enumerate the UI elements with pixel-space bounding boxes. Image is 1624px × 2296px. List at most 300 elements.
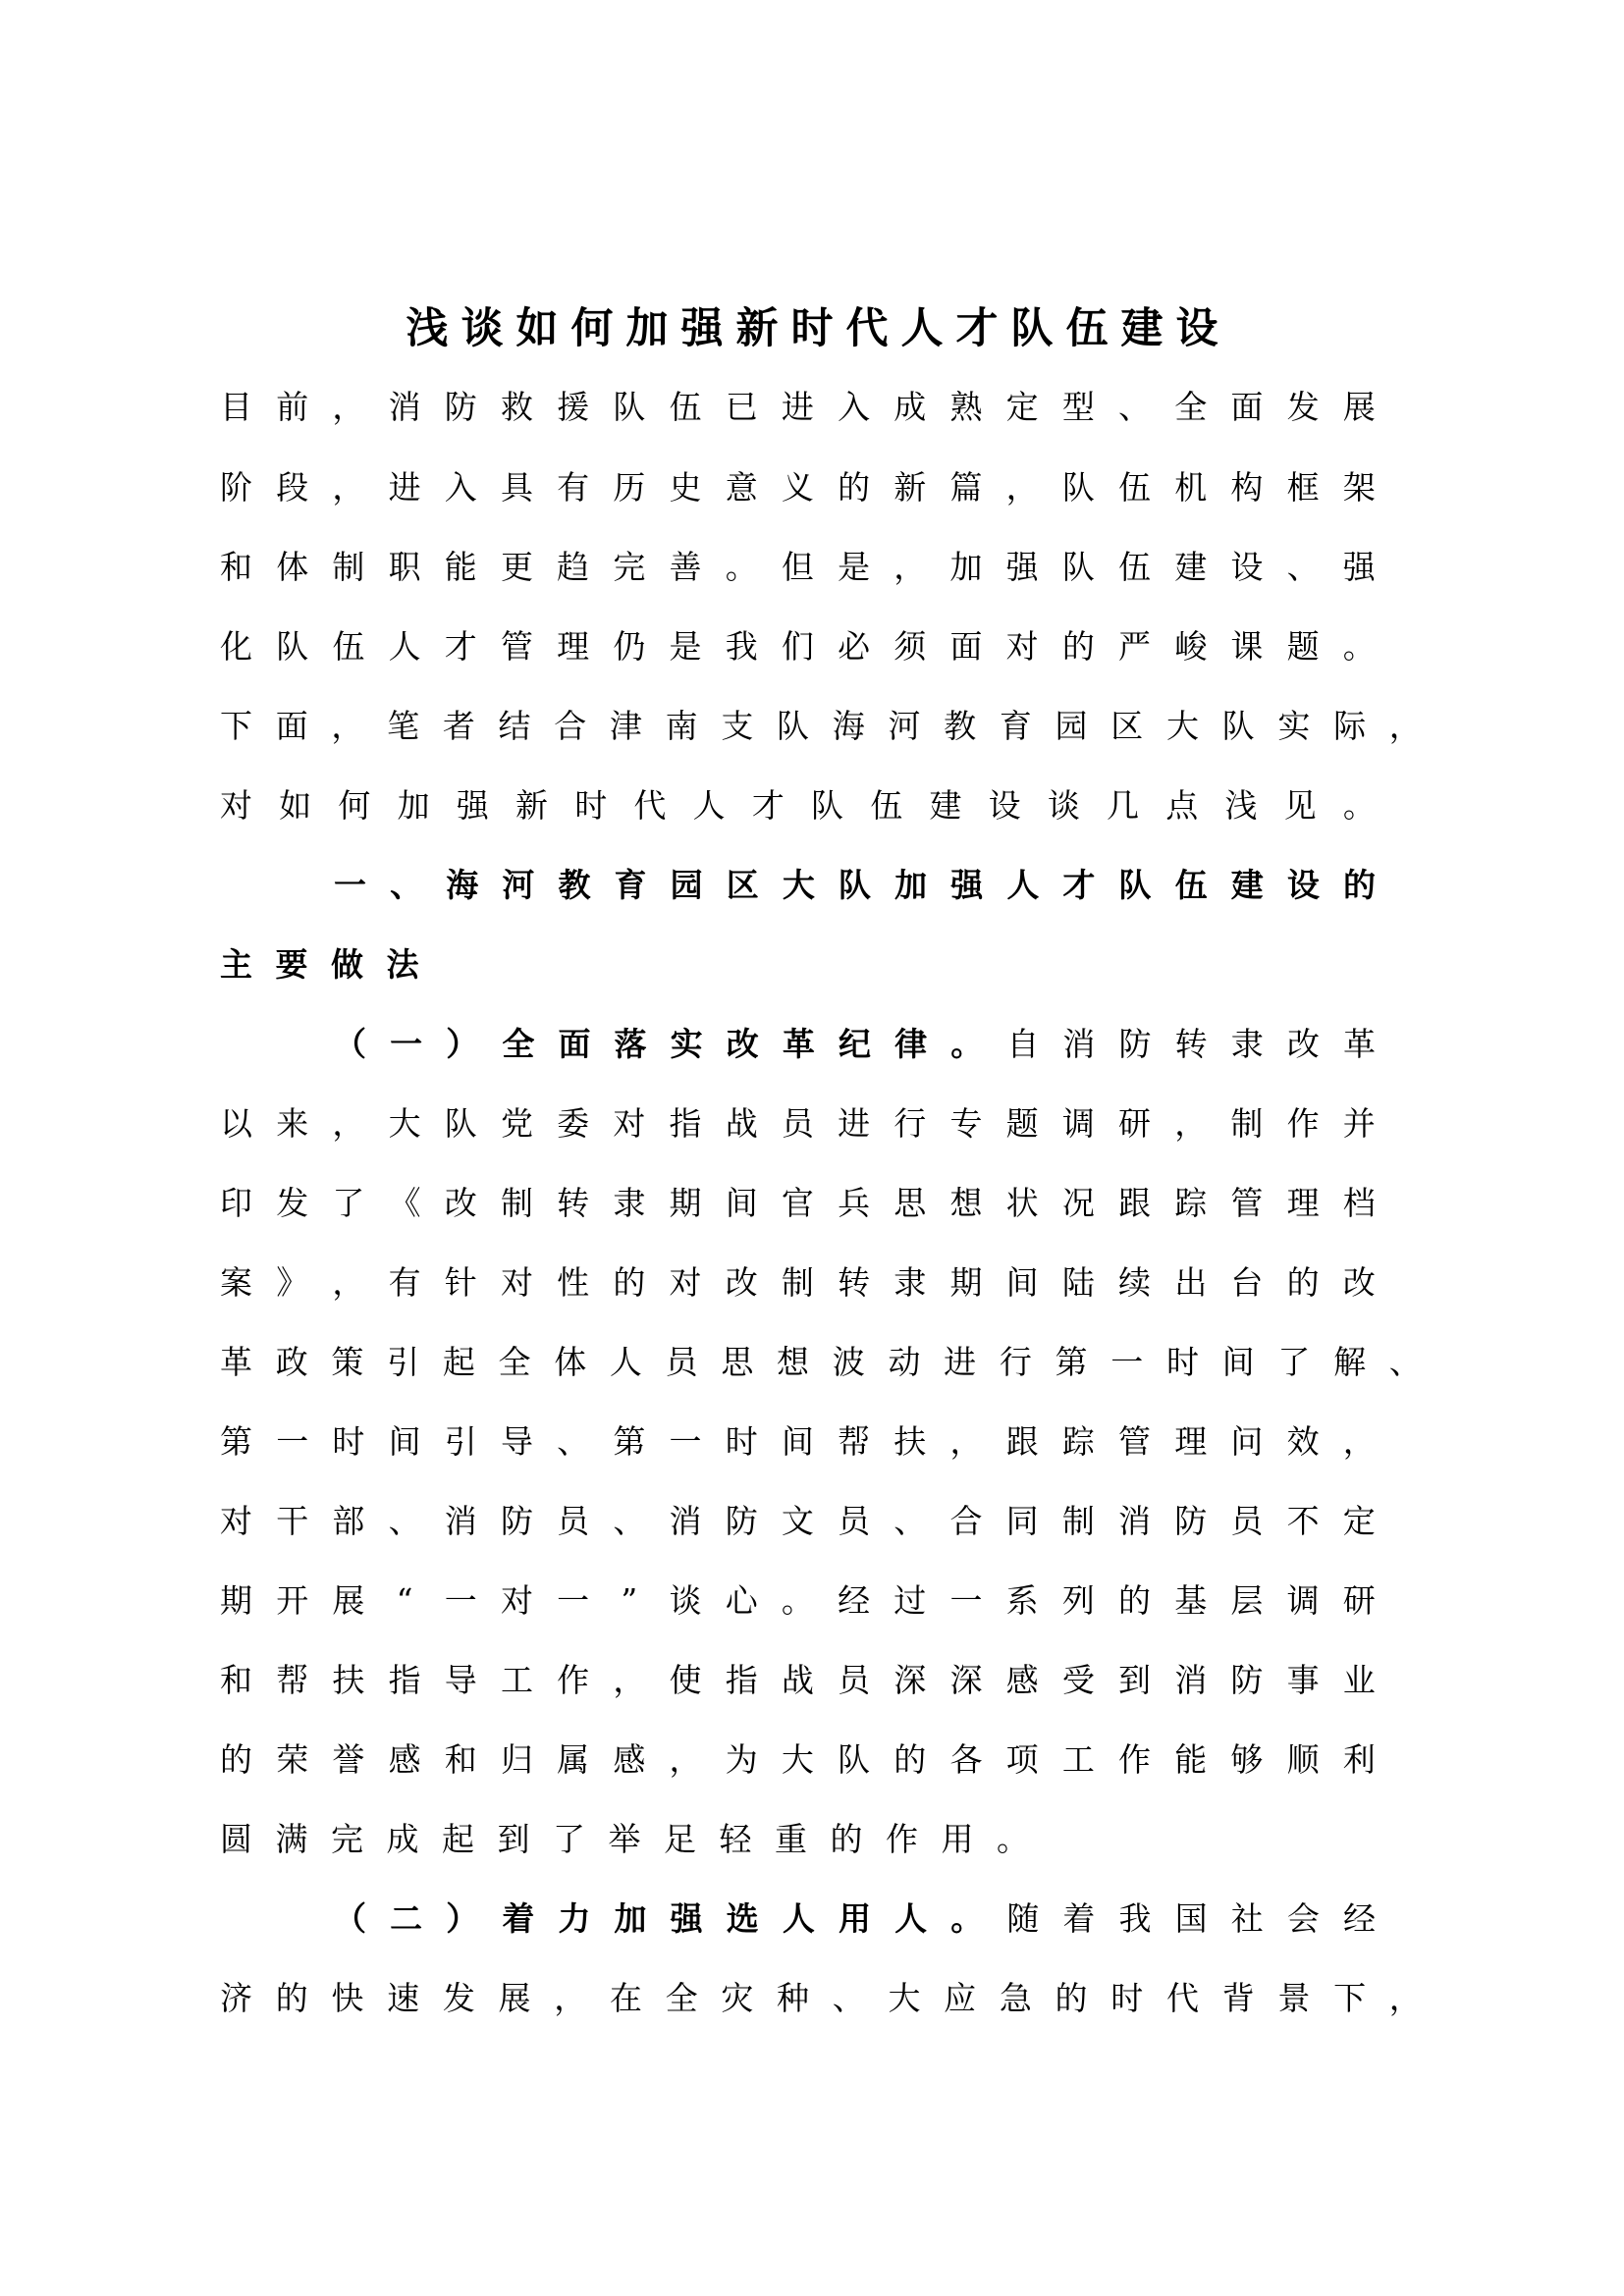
line-char: 工: [1061, 1740, 1095, 1779]
line-char: 《: [388, 1184, 421, 1222]
line-char: 、: [557, 1422, 590, 1461]
line-char: 建: [929, 786, 962, 825]
line-char: 政: [275, 1343, 308, 1381]
line-char: 景: [1277, 1979, 1311, 2017]
line-char: 定: [1005, 388, 1039, 426]
line-char: 济: [220, 1979, 252, 2017]
line-char: 理: [1174, 1422, 1208, 1461]
line-char: 机: [1174, 468, 1208, 507]
line-char: 轻: [719, 1820, 752, 1858]
line-char: 历: [613, 468, 646, 507]
line-char: 但: [781, 548, 814, 586]
line-char: 转: [557, 1184, 590, 1222]
line-char: 二: [390, 1899, 423, 1938]
line-char: 才: [444, 627, 477, 666]
line-char: 的: [893, 1740, 927, 1779]
line-char: 一: [1110, 1343, 1144, 1381]
line-char: 园: [670, 866, 703, 904]
line-char: 时: [1110, 1979, 1144, 2017]
line-char: 、: [1118, 388, 1151, 426]
line-char: 理: [1286, 1184, 1320, 1222]
line-char: 新: [893, 468, 927, 507]
line-char: 开: [276, 1581, 309, 1620]
line-char: 了: [332, 1184, 365, 1222]
line-char: 消: [444, 1502, 477, 1540]
body-line: [220, 623, 1376, 670]
line-char: 化: [220, 627, 252, 666]
line-char: 急: [999, 1979, 1032, 2017]
line-char: 时: [725, 1422, 758, 1461]
line-char: 队: [777, 707, 810, 745]
line-char: 作: [557, 1661, 590, 1699]
line-char: 下: [220, 707, 252, 745]
line-char: 列: [1061, 1581, 1095, 1620]
line-char: 题: [1005, 1104, 1039, 1143]
line-char: 改: [726, 1025, 759, 1063]
line-char: 兵: [838, 1184, 871, 1222]
line-char: 革: [220, 1343, 252, 1381]
line-char: 圆: [220, 1820, 252, 1858]
line-char: 作: [1286, 1104, 1320, 1143]
line-char: 一: [276, 1422, 309, 1461]
body-line: [220, 1418, 1376, 1466]
line-char: 队: [613, 388, 646, 426]
line-char: 队: [838, 1740, 871, 1779]
line-char: 设: [988, 786, 1021, 825]
line-char: 期: [669, 1184, 702, 1222]
line-char: 档: [1342, 1184, 1376, 1222]
line-char: 经: [1342, 1899, 1376, 1938]
subsection-heading-line: [334, 1896, 1376, 1943]
line-char: 起: [442, 1820, 474, 1858]
line-char: 用: [838, 1899, 871, 1938]
line-char: 文: [781, 1502, 814, 1540]
line-char: 革: [782, 1025, 815, 1063]
line-char: 体: [276, 548, 309, 586]
line-char: 思: [893, 1184, 927, 1222]
line-char: 队: [276, 627, 309, 666]
line-char: 新: [515, 786, 549, 825]
line-char: 海: [446, 866, 479, 904]
line-char: 队: [1221, 707, 1255, 745]
line-char: 须: [893, 627, 927, 666]
line-char: 趋: [557, 548, 590, 586]
line-char: 作: [886, 1820, 918, 1858]
line-char: 代: [1165, 1979, 1199, 2017]
line-char: 全: [502, 1025, 535, 1063]
line-char: 的: [613, 1263, 646, 1302]
line-char: 和: [444, 1740, 477, 1779]
line-char: 理: [557, 627, 590, 666]
line-char: 社: [1230, 1899, 1264, 1938]
line-char: ，: [1342, 1422, 1376, 1461]
line-char: 队: [838, 866, 871, 904]
line-char: 入: [444, 468, 477, 507]
line-char: 。: [781, 1581, 814, 1620]
line-char: 建: [1230, 866, 1264, 904]
line-char: 下: [1333, 1979, 1367, 2017]
line-char: 踪: [1174, 1184, 1208, 1222]
line-char: 已: [725, 388, 758, 426]
line-char: 教: [558, 866, 591, 904]
line-char: 浅: [1224, 786, 1258, 825]
line-char: 一: [669, 1422, 702, 1461]
line-char: 解: [1333, 1343, 1367, 1381]
line-char: 效: [1286, 1422, 1320, 1461]
title-char: 伍: [1065, 304, 1109, 353]
line-char: 律: [894, 1025, 928, 1063]
line-char: 够: [1230, 1740, 1264, 1779]
line-char: 史: [669, 468, 702, 507]
title-char: 设: [1175, 304, 1218, 353]
line-char: 。: [997, 1820, 1029, 1858]
line-char: 、: [832, 1979, 865, 2017]
line-char: 改: [1286, 1025, 1320, 1063]
line-char: 项: [1005, 1740, 1039, 1779]
line-char: 选: [726, 1899, 759, 1938]
line-char: 伍: [1118, 548, 1151, 586]
line-char: 的: [1061, 627, 1095, 666]
line-char: 属: [557, 1740, 590, 1779]
line-char: 消: [1062, 1025, 1096, 1063]
line-char: 制: [332, 548, 365, 586]
line-char: 导: [444, 1661, 477, 1699]
line-char: 举: [608, 1820, 641, 1858]
line-char: 快: [331, 1979, 364, 2017]
line-char: 感: [1005, 1661, 1039, 1699]
line-char: 业: [1342, 1661, 1376, 1699]
section-heading-line: [334, 862, 1376, 909]
line-char: 防: [1118, 1025, 1152, 1063]
line-char: 、: [1286, 548, 1320, 586]
body-line: [220, 1259, 1376, 1307]
line-char: 成: [386, 1820, 419, 1858]
line-char: 消: [1174, 1661, 1208, 1699]
line-char: 使: [669, 1661, 702, 1699]
line-char: 。: [1342, 786, 1376, 825]
line-char: 教: [944, 707, 977, 745]
line-char: 发: [276, 1184, 309, 1222]
body-line: [220, 1100, 1376, 1148]
line-char: 防: [444, 388, 477, 426]
body-line: [220, 1816, 1029, 1863]
line-char: 人: [782, 1899, 815, 1938]
line-char: 主: [220, 945, 252, 984]
line-char: ，: [893, 548, 927, 586]
line-char: 发: [442, 1979, 475, 2017]
line-char: 一: [557, 1581, 590, 1620]
line-char: 实: [670, 1025, 703, 1063]
line-char: ，: [332, 1263, 365, 1302]
line-char: 强: [950, 866, 984, 904]
body-line: [220, 1736, 1376, 1784]
line-char: 策: [331, 1343, 364, 1381]
line-char: 针: [444, 1263, 477, 1302]
line-char: 大: [782, 866, 815, 904]
line-char: 的: [1055, 1979, 1088, 2017]
line-char: 顺: [1286, 1740, 1320, 1779]
line-char: 要: [275, 945, 308, 984]
line-char: 速: [387, 1979, 420, 2017]
body-line: [220, 1577, 1376, 1625]
line-char: 印: [220, 1184, 252, 1222]
line-char: 笔: [387, 707, 420, 745]
line-char: 全: [1174, 388, 1208, 426]
line-char: 育: [999, 707, 1032, 745]
line-char: 动: [888, 1343, 921, 1381]
line-char: 定: [1342, 1502, 1376, 1540]
line-char: 陆: [1061, 1263, 1095, 1302]
line-char: 扶: [332, 1661, 365, 1699]
line-char: 管: [1118, 1422, 1151, 1461]
line-char: 足: [664, 1820, 696, 1858]
line-char: 题: [1286, 627, 1320, 666]
line-char: 引: [444, 1422, 477, 1461]
title-char: 队: [1010, 304, 1054, 353]
line-char: 设: [1230, 548, 1264, 586]
line-char: 官: [781, 1184, 814, 1222]
body-line: [220, 1339, 1422, 1386]
line-char: 用: [941, 1820, 974, 1858]
line-char: 隶: [893, 1263, 927, 1302]
line-char: 一: [390, 1025, 423, 1063]
line-char: 面: [558, 1025, 591, 1063]
line-char: 队: [1061, 548, 1095, 586]
line-char: 一: [949, 1581, 983, 1620]
line-char: 党: [500, 1104, 533, 1143]
line-char: 队: [811, 786, 844, 825]
line-char: 管: [1230, 1184, 1264, 1222]
line-char: 案: [220, 1263, 252, 1302]
line-char: 战: [725, 1104, 758, 1143]
line-char: 面: [1230, 388, 1264, 426]
line-char: 自: [1006, 1025, 1040, 1063]
line-char: 有: [388, 1263, 421, 1302]
line-char: 不: [1286, 1502, 1320, 1540]
line-char: 河: [888, 707, 921, 745]
line-char: 津: [609, 707, 642, 745]
line-char: 的: [275, 1979, 308, 2017]
line-char: 指: [725, 1661, 758, 1699]
line-char: 调: [1286, 1581, 1320, 1620]
line-char: 伍: [1174, 866, 1208, 904]
line-char: 第: [613, 1422, 646, 1461]
line-char: 想: [777, 1343, 810, 1381]
line-char: 问: [1230, 1422, 1264, 1461]
line-char: 归: [500, 1740, 533, 1779]
line-char: 育: [614, 866, 647, 904]
line-char: 台: [1230, 1263, 1264, 1302]
line-char: 峻: [1174, 627, 1208, 666]
line-char: 实: [1277, 707, 1311, 745]
line-char: 跟: [1118, 1184, 1151, 1222]
line-char: 构: [1230, 468, 1264, 507]
line-char: 的: [838, 468, 871, 507]
line-char: 队: [1061, 468, 1095, 507]
line-char: 。: [950, 1899, 984, 1938]
line-char: 对: [669, 1263, 702, 1302]
title-char: 谈: [460, 304, 504, 353]
line-char: 伍: [1118, 468, 1151, 507]
line-char: 研: [1342, 1581, 1376, 1620]
line-char: 区: [1110, 707, 1144, 745]
line-char: 一: [444, 1581, 477, 1620]
line-char: ，: [1005, 468, 1039, 507]
line-char: 大: [1165, 707, 1199, 745]
line-char: 时: [332, 1422, 365, 1461]
line-char: 的: [1342, 866, 1376, 904]
line-char: 队: [444, 1104, 477, 1143]
title-char: 才: [955, 304, 999, 353]
line-char: 革: [1342, 1025, 1376, 1063]
line-char: 面: [949, 627, 983, 666]
line-char: 调: [1061, 1104, 1095, 1143]
body-line: [220, 1975, 1422, 2022]
line-char: 时: [574, 786, 608, 825]
line-char: 隶: [613, 1184, 646, 1222]
line-char: 心: [725, 1581, 758, 1620]
line-char: 课: [1230, 627, 1264, 666]
line-char: 救: [500, 388, 533, 426]
line-char: 严: [1118, 627, 1151, 666]
title-char: 强: [680, 304, 724, 353]
line-char: 区: [726, 866, 759, 904]
line-char: 背: [1221, 1979, 1255, 2017]
line-char: 加: [894, 866, 928, 904]
body-line: [220, 1657, 1376, 1704]
line-char: 前: [276, 388, 309, 426]
line-char: 义: [781, 468, 814, 507]
line-char: 指: [388, 1661, 421, 1699]
line-char: 是: [838, 548, 871, 586]
line-char: 来: [276, 1104, 309, 1143]
line-char: 伍: [332, 627, 365, 666]
line-char: 对: [1005, 627, 1039, 666]
line-char: 加: [614, 1899, 647, 1938]
line-char: 同: [1005, 1502, 1039, 1540]
line-char: 合: [949, 1502, 983, 1540]
body-line: [220, 1498, 1376, 1545]
line-char: 起: [442, 1343, 475, 1381]
line-char: 期: [949, 1263, 983, 1302]
line-char: 谈: [1047, 786, 1080, 825]
line-char: 改: [444, 1184, 477, 1222]
body-line: [220, 703, 1422, 750]
line-char: 隶: [1230, 1025, 1264, 1063]
line-char: 对: [220, 786, 252, 825]
line-char: 扶: [893, 1422, 927, 1461]
line-char: 建: [1174, 548, 1208, 586]
line-char: ，: [669, 1740, 702, 1779]
line-char: 设: [1286, 866, 1320, 904]
section-heading-line: [220, 941, 419, 988]
line-char: 阶: [220, 468, 252, 507]
line-char: 成: [893, 388, 927, 426]
line-char: 帮: [838, 1422, 871, 1461]
line-char: 第: [1055, 1343, 1088, 1381]
line-char: 段: [276, 468, 309, 507]
line-char: 支: [721, 707, 754, 745]
line-char: 防: [500, 1502, 533, 1540]
line-char: 代: [633, 786, 667, 825]
line-char: 架: [1342, 468, 1376, 507]
line-char: 见: [1283, 786, 1317, 825]
line-char: 谈: [669, 1581, 702, 1620]
line-char: 型: [1061, 388, 1095, 426]
line-char: ，: [332, 1104, 365, 1143]
line-char: 能: [444, 548, 477, 586]
title-char: 浅: [406, 304, 449, 353]
line-char: ，: [613, 1661, 646, 1699]
body-line: [220, 782, 1376, 829]
line-char: 熟: [949, 388, 983, 426]
line-char: 才: [1062, 866, 1096, 904]
line-char: 大: [888, 1979, 921, 2017]
line-char: 目: [220, 388, 252, 426]
line-char: 海: [832, 707, 865, 745]
line-char: 间: [388, 1422, 421, 1461]
line-char: 具: [500, 468, 533, 507]
line-char: 大: [388, 1104, 421, 1143]
line-char: 部: [332, 1502, 365, 1540]
line-char: 研: [1118, 1104, 1151, 1143]
line-char: 制: [781, 1263, 814, 1302]
line-char: 战: [781, 1661, 814, 1699]
line-char: 完: [613, 548, 646, 586]
line-char: 何: [338, 786, 371, 825]
line-char: 人: [894, 1899, 928, 1938]
line-char: 对: [613, 1104, 646, 1143]
line-char: 园: [1055, 707, 1088, 745]
line-char: 做: [331, 945, 363, 984]
line-char: 防: [1174, 1502, 1208, 1540]
line-char: 利: [1342, 1740, 1376, 1779]
line-char: 人: [1006, 866, 1040, 904]
title-char: 时: [790, 304, 834, 353]
line-char: 誉: [332, 1740, 365, 1779]
line-char: 受: [1061, 1661, 1095, 1699]
line-char: 况: [1061, 1184, 1095, 1222]
line-char: 深: [893, 1661, 927, 1699]
line-char: 过: [893, 1581, 927, 1620]
line-char: 制: [500, 1184, 533, 1222]
line-char: 际: [1333, 707, 1367, 745]
line-char: 强: [456, 786, 489, 825]
line-char: 伍: [870, 786, 903, 825]
line-char: 防: [725, 1502, 758, 1540]
line-char: 的: [830, 1820, 863, 1858]
line-char: 入: [838, 388, 871, 426]
line-char: 着: [502, 1899, 535, 1938]
line-char: 落: [614, 1025, 647, 1063]
subsection-heading-line: [334, 1021, 1376, 1068]
line-char: 时: [1165, 1343, 1199, 1381]
line-char: 我: [725, 627, 758, 666]
line-char: 感: [613, 1740, 646, 1779]
line-char: 、: [390, 866, 423, 904]
line-char: ，: [332, 468, 365, 507]
line-char: 跟: [1005, 1422, 1039, 1461]
line-char: 到: [497, 1820, 530, 1858]
line-char: 合: [554, 707, 587, 745]
line-char: 善: [669, 548, 702, 586]
line-char: 间: [781, 1422, 814, 1461]
line-char: 转: [838, 1263, 871, 1302]
line-char: 了: [553, 1820, 585, 1858]
line-char: 人: [388, 627, 421, 666]
title-char: 新: [735, 304, 779, 353]
title-char: 如: [515, 304, 559, 353]
